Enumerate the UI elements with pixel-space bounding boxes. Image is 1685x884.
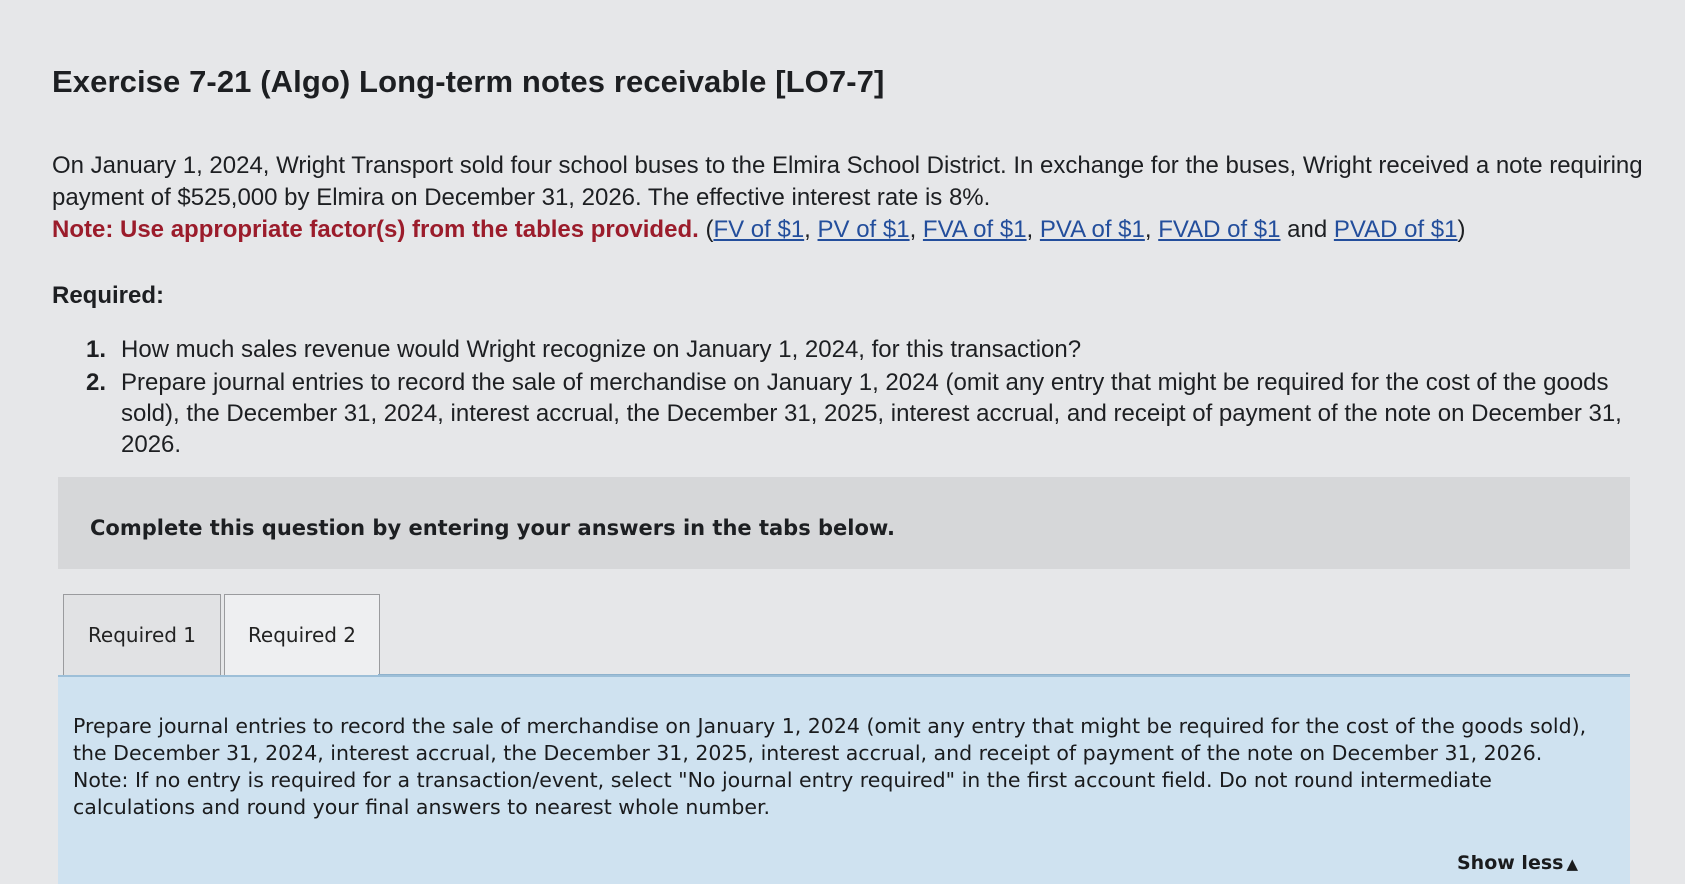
tabs-area xyxy=(58,580,1630,882)
required-item-number: 1. xyxy=(86,336,107,363)
link-pv-of-1[interactable]: PV of $1 xyxy=(817,216,910,243)
panel-instructions xyxy=(73,713,1593,821)
required-item-1 xyxy=(86,334,1646,365)
tab-required-1[interactable] xyxy=(63,594,221,675)
exercise-title: Exercise 7-21 (Algo) Long-term notes receivable [LO7-7] xyxy=(52,64,885,99)
required-list xyxy=(86,334,1646,462)
open-paren: ( xyxy=(698,216,714,243)
instructions-banner-text: Complete this question by entering your answers in the tabs below. xyxy=(90,516,895,540)
intro-paragraph: On January 1, 2024, Wright Transport sold four school buses to the Elmira School District. In exchange for the buses, Wright received a note requiring payment of $525,000 by Elmira on December 31, 2026. The effective interest rate is 8%. xyxy=(52,152,1643,211)
required-item-number: 2. xyxy=(86,369,107,396)
link-fv-of-1[interactable]: FV of $1 xyxy=(713,216,805,243)
tab-required-2[interactable] xyxy=(224,594,380,675)
link-pvad-of-1[interactable]: PVAD of $1 xyxy=(1333,216,1458,243)
required-item-text: How much sales revenue would Wright recognize on January 1, 2024, for this transaction? xyxy=(121,336,1082,363)
tab-panel-required-2 xyxy=(58,675,1630,884)
factor-tables-line: Note: Use appropriate factor(s) from the tables provided. (FV of $1, PV of $1, FVA of $1, PVA of $1, FVAD of $1 and PVAD of $1) xyxy=(52,216,1466,243)
link-fvad-of-1[interactable]: FVAD of $1 xyxy=(1158,216,1281,243)
show-less-label: Show less xyxy=(1457,852,1564,874)
note-label: Note: Use appropriate factor(s) from the tables provided. xyxy=(52,216,699,243)
triangle-up-icon: ▲ xyxy=(1566,855,1578,873)
panel-instructions-text: Prepare journal entries to record the sale of merchandise on January 1, 2024 (omit any entry that might be required for the cost of the goods sold), the December 31, 2024, interest accrual, the December 31, 2025, interest accrual, and receipt of payment of the note on December 31, 2026. xyxy=(73,714,1587,765)
link-fva-of-1[interactable]: FVA of $1 xyxy=(922,216,1027,243)
panel-note-text: Note: If no entry is required for a transaction/event, select "No journal entry required" in the first account field. Do not round intermediate calculations and round your final answers to nearest whole number. xyxy=(73,768,1492,819)
and-text: and xyxy=(1280,216,1334,243)
required-heading: Required: xyxy=(52,282,165,309)
intro-block xyxy=(52,150,1652,246)
close-paren: ) xyxy=(1457,216,1466,243)
required-item-text: Prepare journal entries to record the sale of merchandise on January 1, 2024 (omit any entry that might be required for the cost of the goods sold), the December 31, 2024, interest accrual, the December 31, 2025, interest accrual, and receipt of payment of the note on December 31, 2026. xyxy=(121,369,1622,458)
required-item-2 xyxy=(86,367,1646,460)
link-pva-of-1[interactable]: PVA of $1 xyxy=(1039,216,1145,243)
show-less-button[interactable] xyxy=(1457,852,1578,874)
tab-label: Required 1 xyxy=(87,623,197,647)
tab-label: Required 2 xyxy=(247,623,357,647)
